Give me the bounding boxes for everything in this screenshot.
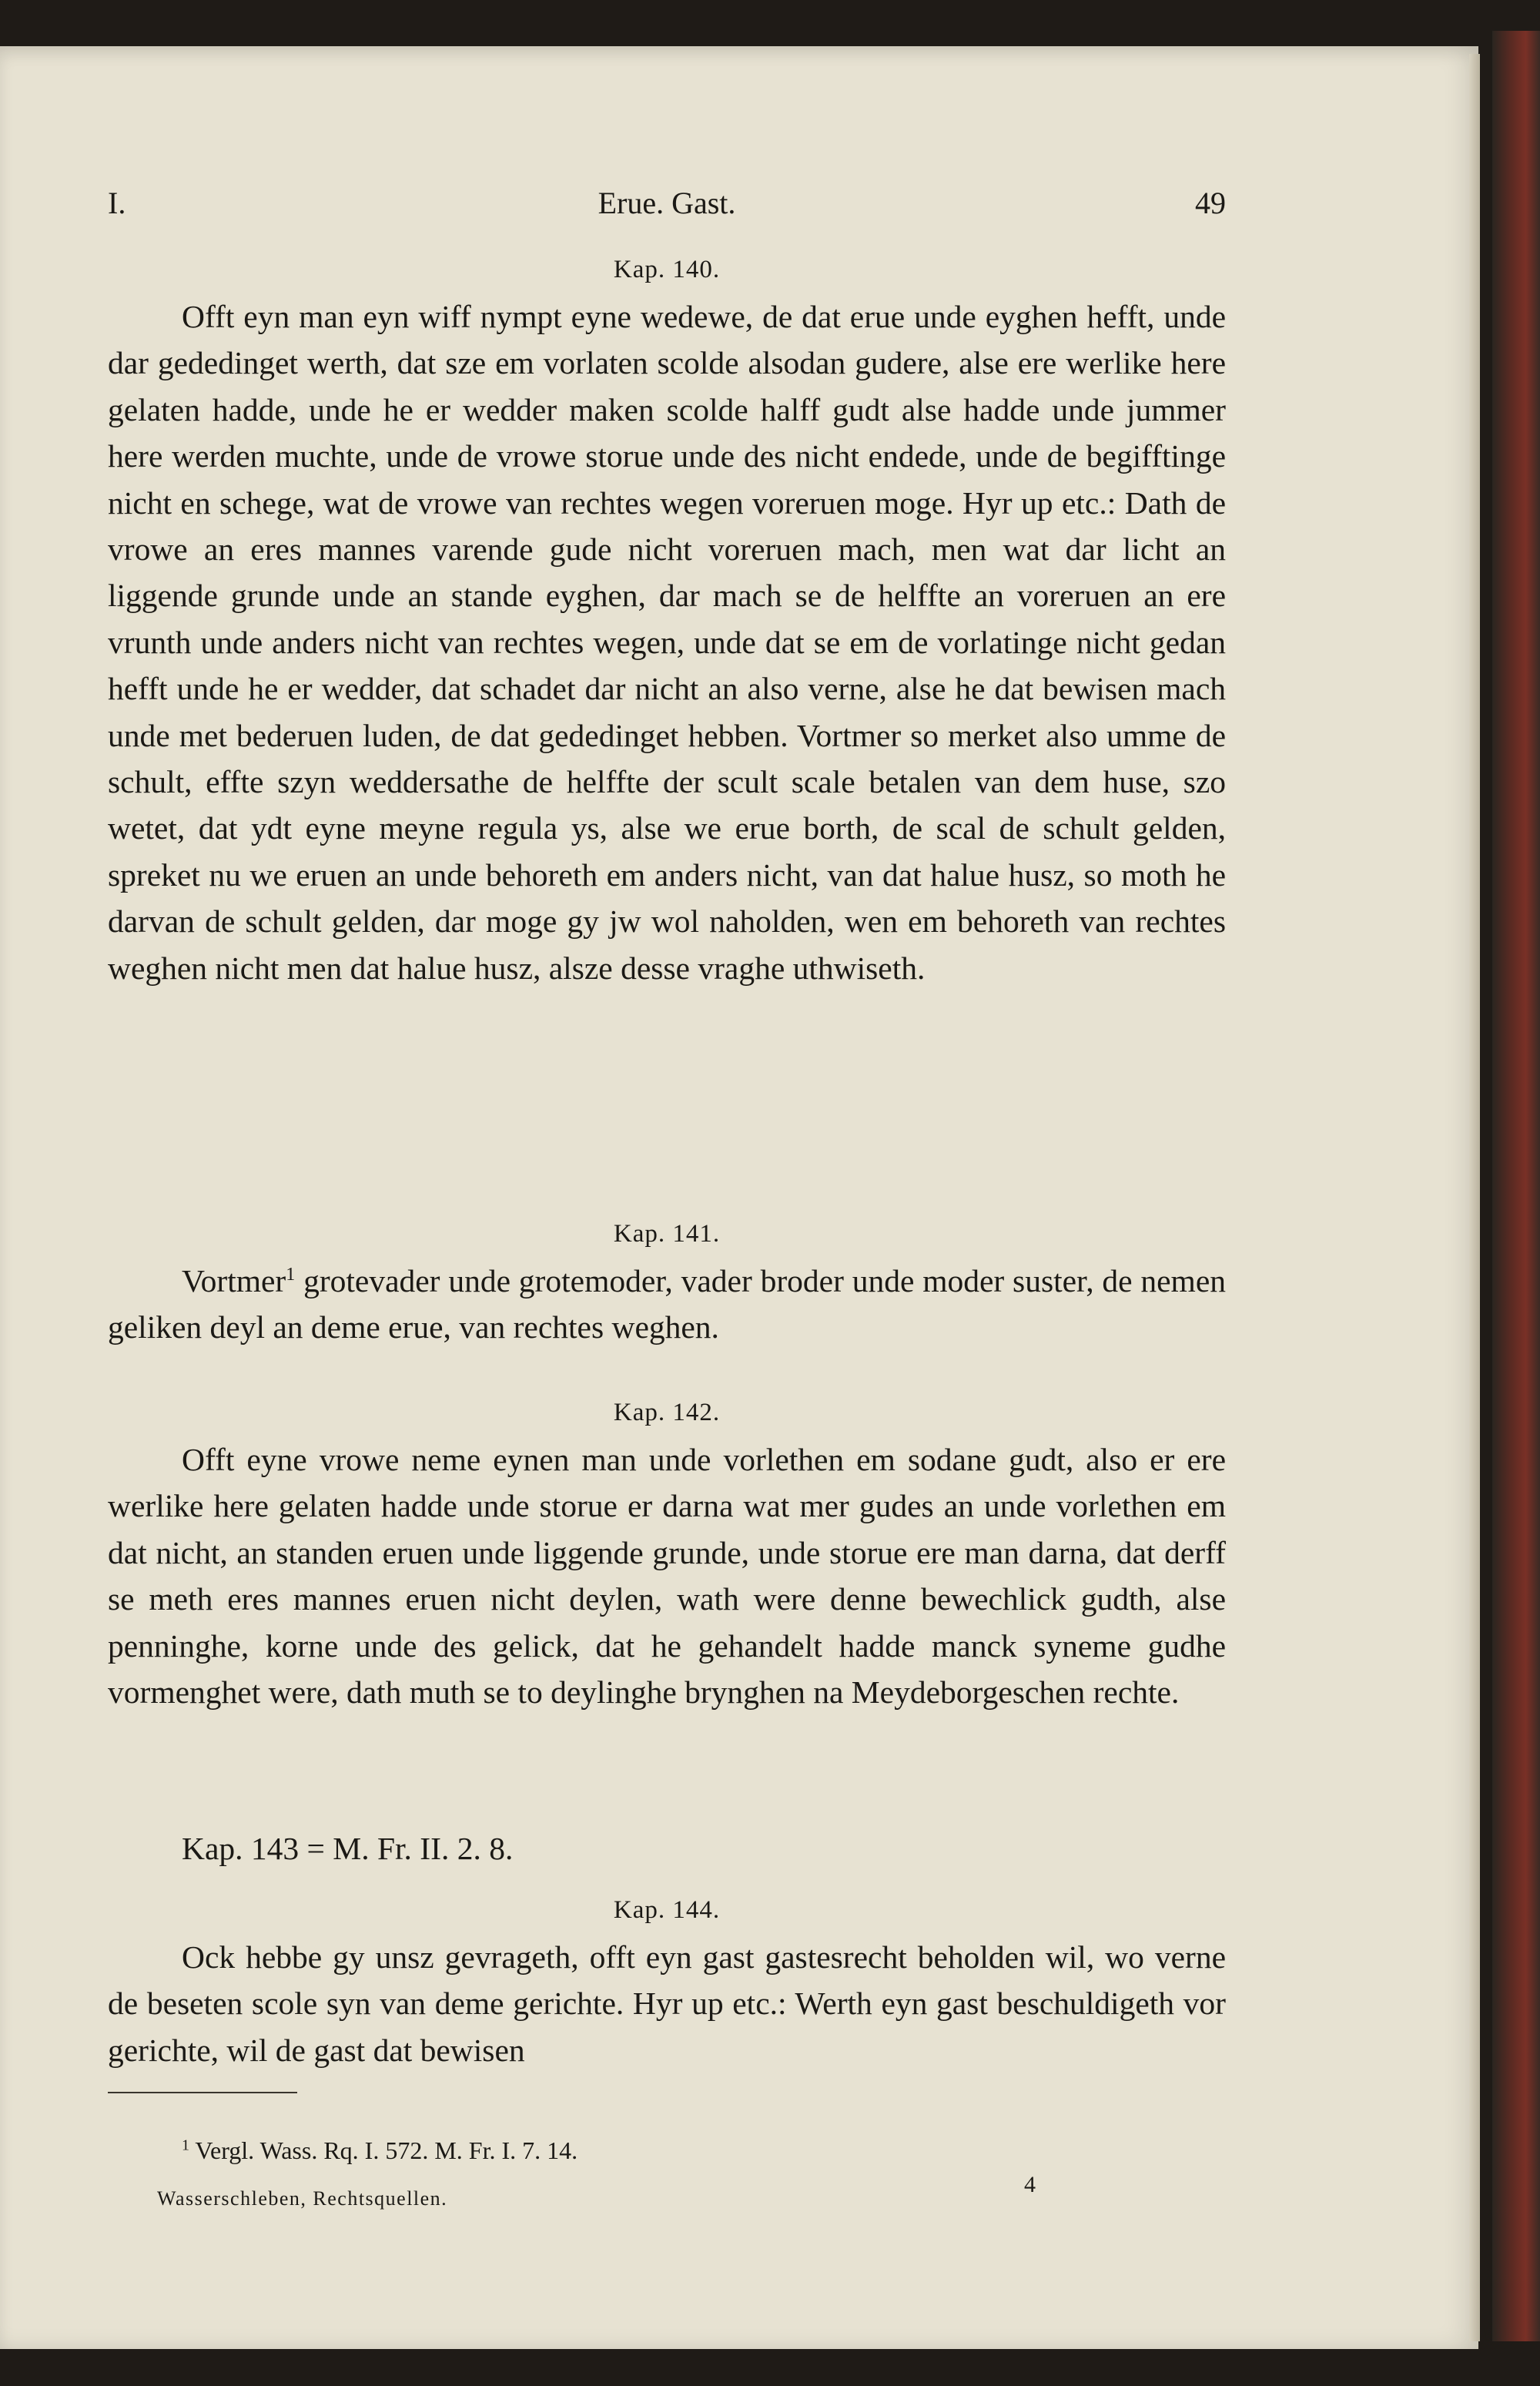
chapter-heading: Kap. 144.	[613, 1896, 721, 1924]
page-content	[108, 131, 1226, 2226]
footnote	[182, 2136, 578, 2165]
footnote-text: Vergl. Wass. Rq. I. 572. M. Fr. I. 7. 14.	[195, 2136, 578, 2164]
chapter-144	[108, 1896, 1226, 2073]
chapter-text: Ock hebbe gy unsz gevrageth, offt eyn gast gastesrecht beholden wil, wo verne de beseten scole syn van deme gerichte. Hyr up etc.: Werth eyn gast beschuldigeth vor gerichte, wil de gast dat bewisen	[108, 1939, 1226, 2068]
chapter-heading: Kap. 142.	[613, 1399, 721, 1426]
page-stack-edge	[1469, 54, 1480, 2341]
chapter-text: Offt eyne vrowe neme eynen man unde vorlethen em sodane gudt, also er ere werlike here gelaten hadde unde storue er darna wat mer gudes an unde vorlethen em dat nicht, an standen eruen unde liggende grunde, unde storue ere man darna, dat derff se meth eres mannes eruen nicht deylen, wath were denne bewechlick gudth, alse penninghe, korne unde des gelick, dat he gehandelt hadde manck syneme gudhe vormenghet were, dath muth se to deylinghe brynghen na Meydeborgeschen rechte.	[108, 1442, 1226, 1711]
running-header	[108, 185, 1226, 231]
chapter-143	[108, 1825, 1226, 1872]
page-number: 49	[1195, 186, 1226, 220]
book-cover-edge	[1492, 31, 1540, 2341]
chapter-heading: Kap. 140.	[613, 256, 721, 283]
signature-mark: 4	[1024, 2172, 1036, 2197]
chapter-text: Vortmer$^1$ grotevader unde grotemoder, vader broder unde moder suster, de nemen geliken deyl an deme erue, van rechtes weghen.	[108, 1263, 1226, 1345]
chapter-text: Offt eyn man eyn wiff nympt eyne wedewe, de dat erue unde eyghen hefft, unde dar gededinget werth, dat sze em vorlaten scolde alsodan gudere, alse ere werlike here gelaten hadde, unde he er wedder maken scolde halff gudt alse hadde unde jummer here werden muchte, unde de vrowe storue unde des nicht endede, unde de begifftinge nicht en schege, wat de vrowe van rechtes wegen voreruen moge. Hyr up etc.: Dath de vrowe an eres mannes varende gude nicht voreruen mach, men wat dar licht an liggende grunde unde an stande eyghen, dar mach se de helffte an voreruen an ere vrunth unde anders nicht van rechtes wegen, unde dat se em de vorlatinge nicht gedan hefft unde he er wedder, dat schadet dar nicht an also verne, alse he dat bewisen mach unde met bederuen luden, de dat gededinget hebben. Vortmer so merket also umme de schult, effte szyn weddersathe de helffte der scult scale betalen van dem huse, szo wetet, dat ydt eyne meyne regula ys, alse we erue borth, de scal de schult gelden, spreket nu we eruen an unde behoreth em anders nicht, van dat halue husz, so moth he darvan de schult gelden, dar moge gy jw wol naholden, wen em behoreth van rechtes weghen nicht men dat halue husz, alsze desse vraghe uthwiseth.	[108, 299, 1226, 986]
header-title: Erue. Gast.	[598, 186, 736, 220]
footnote-mark: 1	[182, 2136, 189, 2154]
chapter-142	[108, 1399, 1226, 1715]
footnote-reference: 1	[286, 1265, 296, 1285]
chapter-lead: Vortmer	[182, 1263, 286, 1299]
header-section: I.	[108, 186, 126, 220]
chapter-cross-reference: Kap. 143 = M. Fr. II. 2. 8.	[182, 1831, 514, 1866]
footnote-divider	[108, 2092, 297, 2093]
imprint-line: Wasserschleben, Rechtsquellen.	[157, 2187, 448, 2210]
chapter-140	[108, 256, 1226, 991]
chapter-heading: Kap. 141.	[613, 1220, 721, 1248]
chapter-141	[108, 1220, 1226, 1351]
